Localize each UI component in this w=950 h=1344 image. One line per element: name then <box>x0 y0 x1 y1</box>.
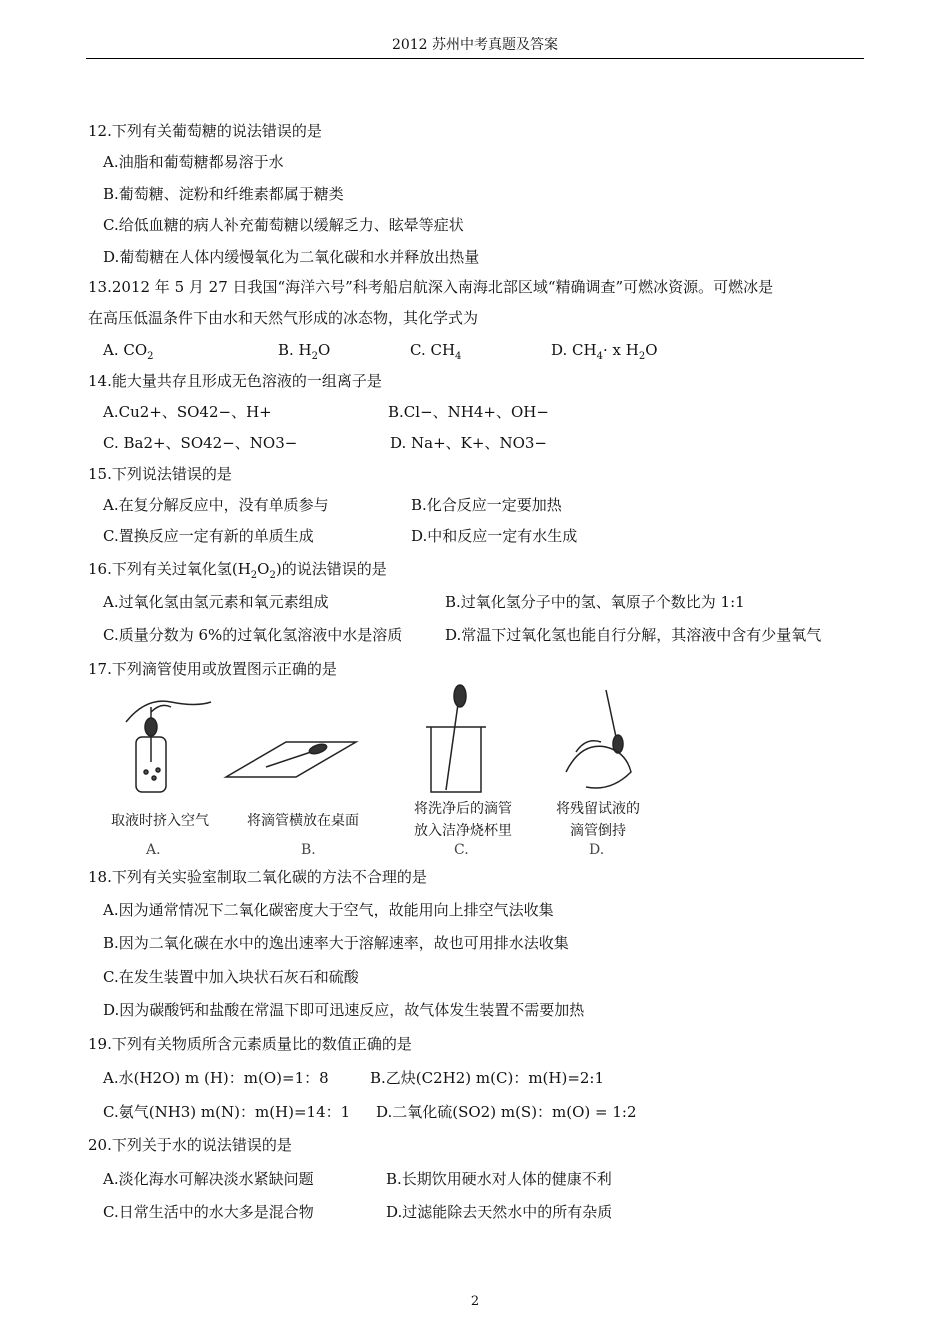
q12-option-b: B.葡萄糖、淀粉和纤维素都属于糖类 <box>103 185 344 203</box>
question-18-stem: 18.下列有关实验室制取二氧化碳的方法不合理的是 <box>88 868 427 886</box>
question-15-stem: 15.下列说法错误的是 <box>88 465 232 483</box>
q20-option-d: D.过滤能除去天然水中的所有杂质 <box>386 1203 613 1221</box>
q13-option-b: B. $H_2O$ <box>278 341 331 362</box>
figure-label-a: A. <box>146 842 161 858</box>
q12-option-d: D.葡萄糖在人体内缓慢氧化为二氧化碳和水并释放出热量 <box>103 248 480 266</box>
q12-option-a: A.油脂和葡萄糖都易溶于水 <box>103 153 284 171</box>
q14-option-a: A.Cu2+、SO42−、H+ <box>103 403 272 421</box>
q16-option-d: D.常温下过氧化氢也能自行分解，其溶液中含有少量氧气 <box>445 626 822 644</box>
figure-label-d: D. <box>589 842 605 858</box>
figure-c-dropper-in-beaker <box>426 685 486 792</box>
caption-d-line2: 滴管倒持 <box>570 823 626 839</box>
question-12-stem: 12.下列有关葡萄糖的说法错误的是 <box>88 122 322 140</box>
q13-option-c: C. $CH_4$ <box>410 341 462 362</box>
caption-c-line1: 将洗净后的滴管 <box>414 801 512 817</box>
question-17-stem: 17.下列滴管使用或放置图示正确的是 <box>88 660 337 678</box>
figure-label-c: C. <box>454 842 469 858</box>
q13-option-d: D. $CH_4\cdot x$ $H_2O$ <box>551 341 658 362</box>
q16-option-a: A.过氧化氢由氢元素和氧元素组成 <box>103 593 329 611</box>
q19-option-d: D.二氧化硫(SO2) m(S)：m(O) = 1:2 <box>376 1103 637 1121</box>
question-16-stem: 16.下列有关过氧化氢$(H_2O_2)$的说法错误的是 <box>88 560 387 581</box>
q20-option-c: C.日常生活中的水大多是混合物 <box>103 1203 314 1221</box>
q20-option-b: B.长期饮用硬水对人体的健康不利 <box>386 1170 612 1188</box>
caption-c-line2: 放入洁净烧杯里 <box>414 823 512 839</box>
q12-option-c: C.给低血糖的病人补充葡萄糖以缓解乏力、眩晕等症状 <box>103 216 464 234</box>
q16-option-b: B.过氧化氢分子中的氢、氧原子个数比为 1:1 <box>445 593 745 611</box>
dropper-figure <box>96 682 686 862</box>
figure-label-b: B. <box>301 842 316 858</box>
q15-option-b: B.化合反应一定要加热 <box>411 496 562 514</box>
figure-d-dropper-inverted <box>566 690 631 788</box>
q14-option-c: C. Ba2+、SO42−、NO3− <box>103 434 298 452</box>
q14-option-b: B.Cl−、NH4+、OH− <box>388 403 549 421</box>
page-number: 2 <box>470 1294 480 1309</box>
figure-b-dropper-on-table <box>226 742 356 777</box>
q18-option-a: A.因为通常情况下二氧化碳密度大于空气，故能用向上排空气法收集 <box>103 901 554 919</box>
q15-option-c: C.置换反应一定有新的单质生成 <box>103 527 314 545</box>
figure-a-dropper-in-bottle <box>126 701 211 792</box>
q15-option-a: A.在复分解反应中，没有单质参与 <box>103 496 329 514</box>
caption-a: 取液时挤入空气 <box>111 813 209 829</box>
dropper-illustrations <box>96 682 686 802</box>
question-14-stem: 14.能大量共存且形成无色溶液的一组离子是 <box>88 372 382 390</box>
q18-option-d: D.因为碳酸钙和盐酸在常温下即可迅速反应，故气体发生装置不需要加热 <box>103 1001 585 1019</box>
q18-option-c: C.在发生装置中加入块状石灰石和硫酸 <box>103 968 359 986</box>
question-13-line1: 13.2012 年 5 月 27 日我国“海洋六号”科考船启航深入南海北部区域“精确调查”可燃冰资源。可燃冰是 <box>88 278 774 296</box>
q19-option-a: A.水(H2O) m (H)：m(O)=1：8 <box>103 1069 329 1087</box>
q15-option-d: D.中和反应一定有水生成 <box>411 527 578 545</box>
q14-option-d: D. Na+、K+、NO3− <box>390 434 547 452</box>
question-20-stem: 20.下列关于水的说法错误的是 <box>88 1136 292 1154</box>
q13-option-a: A. $CO_2$ <box>103 341 154 362</box>
q19-option-c: C.氨气(NH3) m(N)：m(H)=14：1 <box>103 1103 351 1121</box>
q16-option-c: C.质量分数为 6%的过氧化氢溶液中水是溶质 <box>103 626 403 644</box>
page-header: 2012 苏州中考真题及答案 <box>86 28 864 59</box>
caption-d-line1: 将残留试液的 <box>556 801 640 817</box>
q18-option-b: B.因为二氧化碳在水中的逸出速率大于溶解速率，故也可用排水法收集 <box>103 934 569 952</box>
question-13-line2: 在高压低温条件下由水和天然气形成的冰态物，其化学式为 <box>88 309 479 327</box>
question-19-stem: 19.下列有关物质所含元素质量比的数值正确的是 <box>88 1035 412 1053</box>
caption-b: 将滴管横放在桌面 <box>247 813 359 829</box>
q20-option-a: A.淡化海水可解决淡水紧缺问题 <box>103 1170 314 1188</box>
q19-option-b: B.乙炔(C2H2) m(C)：m(H)=2:1 <box>370 1069 605 1087</box>
